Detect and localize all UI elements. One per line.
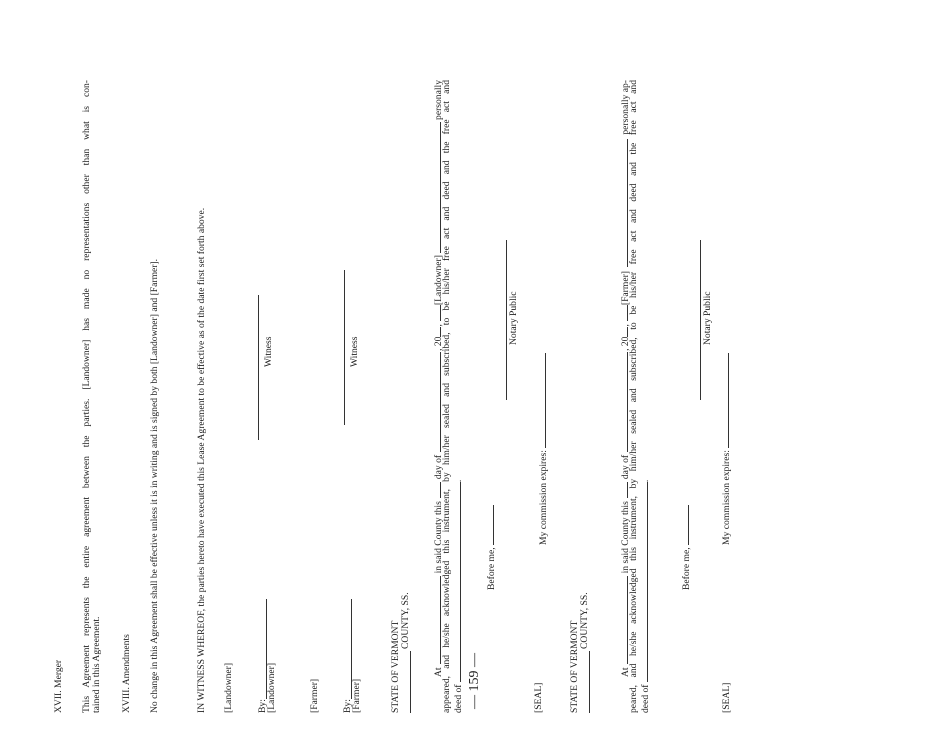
day-of: day of (620, 454, 631, 480)
notary2-deed-line (639, 480, 651, 713)
personally: personally (433, 80, 444, 120)
before-me: Before me, (486, 547, 497, 590)
notary2-commission (720, 353, 732, 545)
landowner-witness-line (258, 295, 259, 440)
notary1-signature-line (506, 240, 507, 400)
notary2-county: COUNTY, SS. (579, 592, 590, 649)
notary2-notary-public: Notary Public (702, 291, 713, 345)
notary1-county: COUNTY, SS. (400, 592, 411, 649)
in-said-county: in said County this (620, 501, 631, 574)
merger-text-line2: tained in this Agreement. (91, 616, 102, 713)
notary2-line2: peared, and he/she acknowledged this instrument, by him/her sealed and subscribed, to be his/her free act and deed and the free act and (628, 80, 639, 713)
notary2-county-blank (589, 651, 590, 713)
comma: , (433, 324, 444, 327)
merger-heading: XVII. Merger (53, 659, 64, 713)
party: [Farmer] (620, 271, 631, 306)
notary1-county-blank (410, 651, 411, 713)
witness-clause: IN WITNESS WHEREOF, the parties hereto have executed this Lease Agreement to be effective as of the date first set forth above. (196, 207, 207, 713)
deed-of: deed of (640, 684, 651, 713)
day-of: day of (433, 454, 444, 480)
year: , 20 (620, 336, 631, 351)
landowner-witness-label: Witness (263, 336, 274, 367)
year: , 20 (433, 336, 444, 351)
period: . (640, 479, 651, 483)
farmer-witness-line (344, 270, 345, 425)
notary1-notary-public: Notary Public (508, 291, 519, 345)
comma: , (620, 324, 631, 327)
at-label: At (433, 667, 444, 677)
at-label: At (620, 667, 631, 677)
notary1-line2: appeared, and he/she acknowledged this instrument, by him/her sealed and subscribed, to be his/her free act and deed and the free act and (441, 80, 452, 713)
before-me: Before me, (681, 547, 692, 590)
amendments-text: No change in this Agreement shall be effective unless it is in writing and is signed by both [Landowner] and [Farmer]. (149, 258, 160, 713)
merger-text-line1: This Agreement represents the entire agreement between the parties. [Landowner] has made no representations other than what is con- (81, 80, 92, 713)
landowner-label: [Landowner] (223, 662, 234, 713)
page-number: — 159 — (467, 653, 482, 709)
notary2-seal: [SEAL] (721, 682, 732, 713)
landowner-name: [Landowner] (266, 662, 277, 713)
personally: personally ap- (620, 80, 631, 135)
notary1-commission (537, 353, 549, 545)
notary2-state: STATE OF VERMONT (569, 620, 580, 713)
deed-of: deed of (453, 684, 464, 713)
notary1-deed-line (452, 480, 464, 713)
notary2-before-me (680, 505, 692, 590)
period: . (453, 479, 464, 483)
farmer-label: [Farmer] (309, 678, 320, 713)
farmer-witness-label: Witness (349, 336, 360, 367)
commission-label: My commission expires: (721, 450, 732, 545)
landowner-by: By: (257, 699, 268, 713)
farmer-by: By: (342, 699, 353, 713)
notary1-state: STATE OF VERMONT (390, 620, 401, 713)
in-said-county: in said County this (433, 501, 444, 574)
farmer-name: [Farmer] (351, 678, 362, 713)
notary1-seal: [SEAL] (533, 682, 544, 713)
commission-label: My commission expires: (538, 450, 549, 545)
party: [Landowner] (433, 255, 444, 306)
amendments-heading: XVIII. Amendments (121, 634, 132, 713)
notary1-before-me (485, 505, 497, 590)
notary2-signature-line (700, 240, 701, 400)
